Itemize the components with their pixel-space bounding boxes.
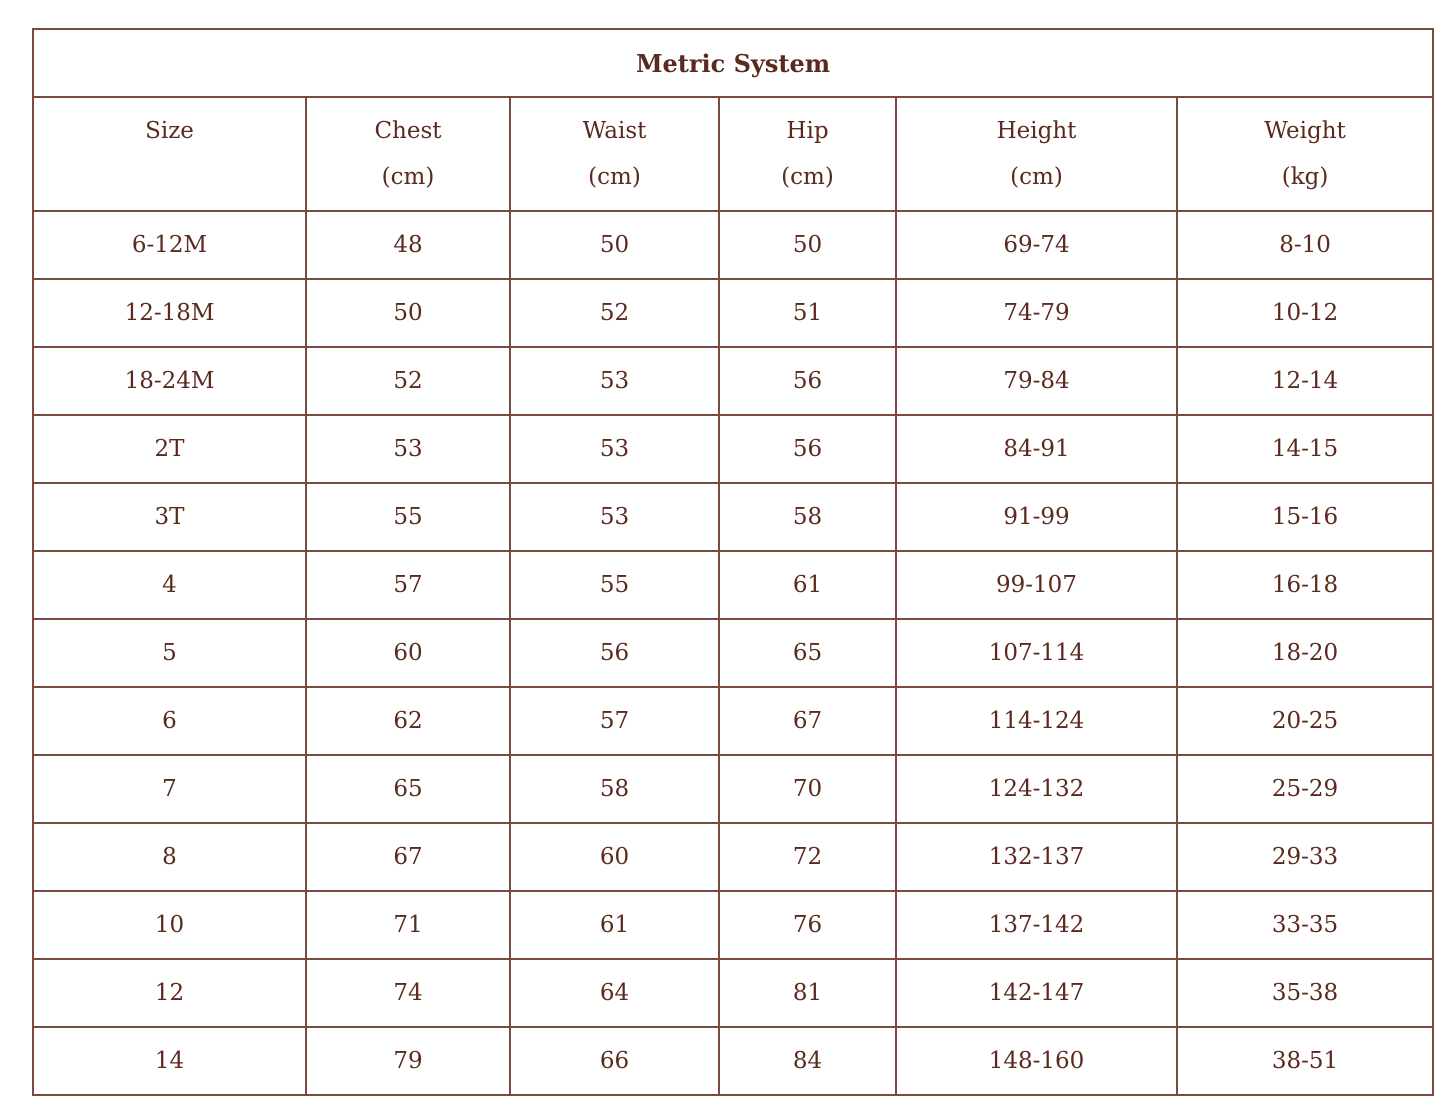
cell-chest: 55 [306, 483, 510, 551]
cell-height: 124-132 [896, 755, 1177, 823]
table-row [33, 959, 1433, 1027]
cell-chest: 53 [306, 415, 510, 483]
cell-waist: 57 [510, 687, 719, 755]
header-hip [719, 97, 896, 211]
cell-hip: 56 [719, 347, 896, 415]
table-row [33, 551, 1433, 619]
size-chart-table [32, 28, 1434, 1096]
cell-height: 137-142 [896, 891, 1177, 959]
cell-hip: 67 [719, 687, 896, 755]
cell-height: 132-137 [896, 823, 1177, 891]
header-weight-label: Weight [1264, 118, 1346, 144]
cell-hip: 76 [719, 891, 896, 959]
table-row [33, 1027, 1433, 1095]
cell-height: 91-99 [896, 483, 1177, 551]
cell-chest: 65 [306, 755, 510, 823]
table-row [33, 823, 1433, 891]
table-row [33, 891, 1433, 959]
cell-size: 4 [33, 551, 306, 619]
cell-weight: 20-25 [1177, 687, 1433, 755]
header-chest-unit: (cm) [381, 164, 435, 190]
cell-chest: 52 [306, 347, 510, 415]
cell-waist: 58 [510, 755, 719, 823]
title-row [33, 29, 1433, 97]
cell-chest: 74 [306, 959, 510, 1027]
cell-waist: 50 [510, 211, 719, 279]
cell-height: 84-91 [896, 415, 1177, 483]
cell-chest: 48 [306, 211, 510, 279]
cell-size: 6-12M [33, 211, 306, 279]
cell-weight: 14-15 [1177, 415, 1433, 483]
table-row [33, 687, 1433, 755]
cell-height: 74-79 [896, 279, 1177, 347]
cell-chest: 50 [306, 279, 510, 347]
cell-size: 14 [33, 1027, 306, 1095]
cell-size: 12 [33, 959, 306, 1027]
header-height-unit: (cm) [1010, 164, 1063, 190]
header-chest-label: Chest [374, 118, 442, 144]
cell-waist: 56 [510, 619, 719, 687]
cell-hip: 51 [719, 279, 896, 347]
cell-height: 114-124 [896, 687, 1177, 755]
cell-waist: 66 [510, 1027, 719, 1095]
cell-hip: 72 [719, 823, 896, 891]
table-row [33, 347, 1433, 415]
cell-hip: 61 [719, 551, 896, 619]
cell-weight: 18-20 [1177, 619, 1433, 687]
cell-weight: 16-18 [1177, 551, 1433, 619]
cell-height: 107-114 [896, 619, 1177, 687]
header-weight [1177, 97, 1433, 211]
cell-size: 18-24M [33, 347, 306, 415]
cell-size: 12-18M [33, 279, 306, 347]
header-size-unit [34, 154, 305, 200]
header-waist [510, 97, 719, 211]
cell-weight: 10-12 [1177, 279, 1433, 347]
cell-waist: 64 [510, 959, 719, 1027]
cell-weight: 25-29 [1177, 755, 1433, 823]
table-row [33, 619, 1433, 687]
cell-weight: 35-38 [1177, 959, 1433, 1027]
header-row [33, 97, 1433, 211]
cell-height: 148-160 [896, 1027, 1177, 1095]
cell-height: 99-107 [896, 551, 1177, 619]
cell-weight: 29-33 [1177, 823, 1433, 891]
header-size [33, 97, 306, 211]
cell-hip: 81 [719, 959, 896, 1027]
table-row [33, 211, 1433, 279]
cell-size: 5 [33, 619, 306, 687]
cell-chest: 79 [306, 1027, 510, 1095]
cell-hip: 50 [719, 211, 896, 279]
cell-size: 10 [33, 891, 306, 959]
cell-hip: 58 [719, 483, 896, 551]
cell-size: 8 [33, 823, 306, 891]
table-row [33, 483, 1433, 551]
cell-chest: 57 [306, 551, 510, 619]
table-body [33, 211, 1433, 1095]
header-chest [306, 97, 510, 211]
cell-size: 6 [33, 687, 306, 755]
cell-waist: 61 [510, 891, 719, 959]
cell-weight: 33-35 [1177, 891, 1433, 959]
table-row [33, 755, 1433, 823]
header-height [896, 97, 1177, 211]
cell-waist: 53 [510, 415, 719, 483]
cell-hip: 65 [719, 619, 896, 687]
cell-hip: 84 [719, 1027, 896, 1095]
cell-chest: 60 [306, 619, 510, 687]
table-title: Metric System [33, 29, 1433, 97]
cell-waist: 55 [510, 551, 719, 619]
cell-height: 69-74 [896, 211, 1177, 279]
cell-hip: 70 [719, 755, 896, 823]
cell-waist: 53 [510, 347, 719, 415]
header-hip-unit: (cm) [781, 164, 834, 190]
cell-waist: 52 [510, 279, 719, 347]
table-row [33, 415, 1433, 483]
cell-size: 2T [33, 415, 306, 483]
cell-weight: 12-14 [1177, 347, 1433, 415]
header-waist-unit: (cm) [588, 164, 641, 190]
cell-hip: 56 [719, 415, 896, 483]
cell-size: 3T [33, 483, 306, 551]
cell-height: 79-84 [896, 347, 1177, 415]
cell-chest: 67 [306, 823, 510, 891]
cell-chest: 71 [306, 891, 510, 959]
cell-height: 142-147 [896, 959, 1177, 1027]
table-row [33, 279, 1433, 347]
cell-weight: 8-10 [1177, 211, 1433, 279]
cell-size: 7 [33, 755, 306, 823]
cell-waist: 60 [510, 823, 719, 891]
header-hip-label: Hip [786, 118, 829, 144]
header-height-label: Height [996, 118, 1077, 144]
cell-waist: 53 [510, 483, 719, 551]
header-size-label: Size [145, 118, 194, 144]
cell-weight: 38-51 [1177, 1027, 1433, 1095]
cell-chest: 62 [306, 687, 510, 755]
header-waist-label: Waist [582, 118, 647, 144]
cell-weight: 15-16 [1177, 483, 1433, 551]
header-weight-unit: (kg) [1281, 164, 1329, 190]
